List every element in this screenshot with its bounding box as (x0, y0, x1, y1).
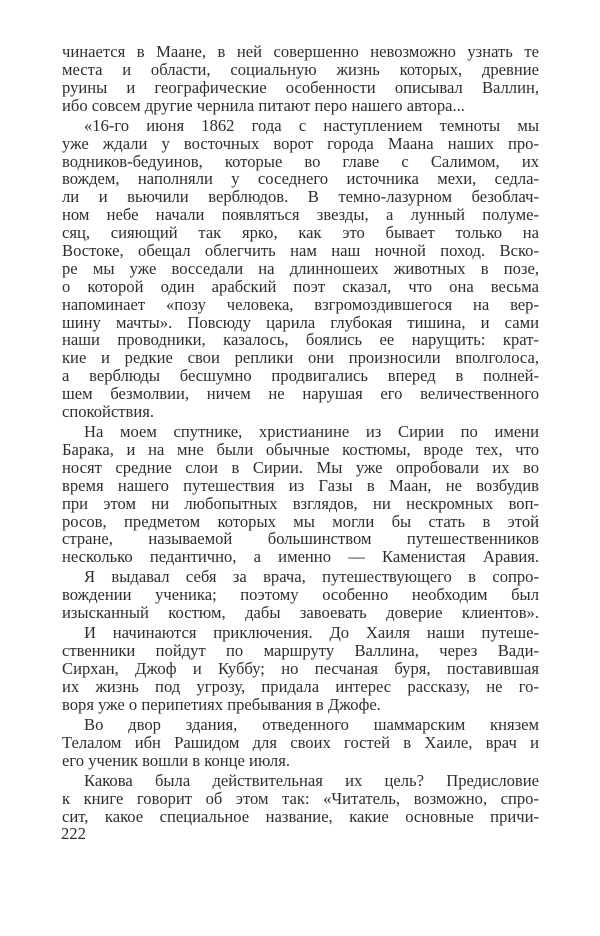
paragraph (62, 772, 539, 826)
text-line: ли и вьючили верблюдов. В темно-лазурном безоблач- (62, 187, 539, 207)
text-line: места и области, социальную жизнь которых, древние (62, 59, 539, 79)
paragraph (62, 568, 539, 622)
text-line: воря уже о перипетиях пребывания в Джофе. (62, 694, 381, 714)
text-line: к книге говорит об этом так: «Читатель, возможно, спро- (62, 788, 539, 808)
text-line: Сирхан, Джоф и Куббу; но песчаная буря, поставившая (62, 659, 539, 679)
text-line: уже ждали у восточных ворот города Маана наших про- (62, 133, 539, 153)
text-line: ибо совсем другие чернила питают перо нашего автора... (62, 95, 465, 115)
text-line: водников-бедуинов, которые во главе с Салимом, их (62, 151, 539, 171)
page-body-text (62, 43, 539, 828)
text-line: напоминает «позу человека, взгромоздившегося на вер- (62, 294, 539, 314)
text-line: вождем, наполняли у соседнего источника мехи, седла- (62, 169, 539, 189)
text-line: стране, называемой большинством путешественников (62, 529, 539, 549)
text-line: ре мы уже восседали на длинношеих животных в позе, (62, 258, 539, 278)
text-line: при этом ни любопытных взглядов, ни нескромных воп- (62, 493, 539, 513)
text-line: сяц, сияющий так ярко, как это бывает только на (62, 223, 539, 243)
text-line: И начинаются приключения. До Хаиля наши путеше- (84, 623, 539, 643)
text-line: росов, предметом которых мы могли бы стать в этой (62, 511, 539, 531)
text-line: кие и редкие свои реплики они произносили вполголоса, (62, 348, 539, 368)
paragraph (62, 117, 539, 421)
text-line: На моем спутнике, христианине из Сирии по имени (84, 422, 539, 442)
paragraph (62, 624, 539, 713)
text-line: а верблюды бесшумно продвигались вперед в полней- (62, 366, 539, 386)
text-line: Востоке, обещал облегчить нам наш ночной поход. Вско- (62, 240, 539, 260)
text-line: носят средние слои в Сирии. Мы уже опробовали их во (62, 457, 539, 477)
text-line: чинается в Маане, в ней совершенно невозможно узнать те (62, 42, 539, 61)
text-line: вождении ученика; поэтому особенно необходим был (62, 585, 539, 605)
text-line: их жизнь под угрозу, придала интерес рассказу, не го- (62, 676, 539, 696)
text-line: шину мачты». Повсюду царила глубокая тишина, и сами (62, 312, 539, 332)
text-line: о которой один арабский поэт сказал, что она весьма (62, 276, 539, 296)
text-line: «16-го июня 1862 года с наступлением темноты мы (84, 115, 539, 135)
text-line: время нашего путешествия из Газы в Маан, не возбудив (62, 475, 539, 495)
text-line: сит, какое специальное название, какие основные причи- (62, 806, 539, 826)
text-line: ственники пойдут по маршруту Валлина, через Вади- (62, 641, 539, 661)
text-line: шем безмолвии, ничем не нарушая его величественного (62, 384, 539, 404)
text-line: руины и географические особенности описывал Валлин, (62, 77, 539, 97)
text-line: Телалом ибн Рашидом для своих гостей в Хаиле, врач и (62, 732, 539, 752)
text-line: Барака, и на мне были обычные костюмы, вроде тех, что (62, 439, 539, 459)
text-line: ном небе начали появляться звезды, а лунный полуме- (62, 205, 539, 225)
paragraph (62, 43, 539, 115)
text-line: Какова была действительная их цель? Предисловие (84, 770, 539, 790)
text-line: несколько педантично, а именно — Каменистая Аравия. (62, 547, 539, 567)
text-line: изысканный костюм, дабы завоевать доверие клиентов». (62, 603, 539, 623)
paragraph (62, 423, 539, 566)
text-line: его ученик вошли в конце июля. (62, 750, 290, 770)
paragraph (62, 716, 539, 770)
text-line: Я выдавал себя за врача, путешествующего в сопро- (84, 567, 539, 587)
page-number: 222 (61, 824, 86, 843)
text-line: наши проводники, казалось, боялись ее нарущить: крат- (62, 330, 539, 350)
text-line: спокойствия. (62, 402, 155, 421)
text-line: Во двор здания, отведенного шаммарским князем (84, 714, 539, 734)
